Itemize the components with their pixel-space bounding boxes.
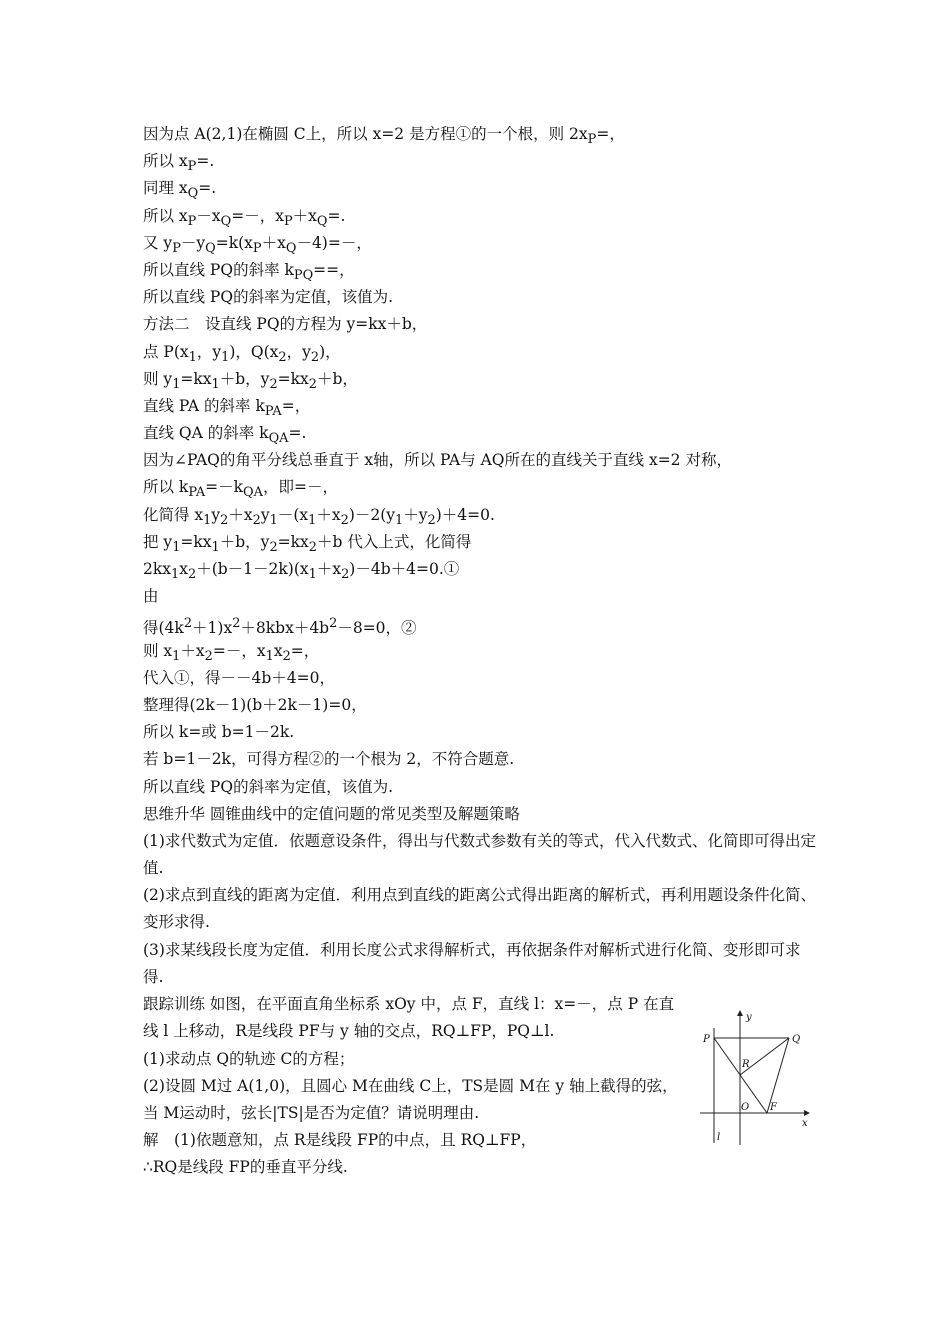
label-o: O bbox=[741, 1102, 750, 1113]
label-l: l bbox=[717, 1132, 721, 1143]
text-line: 方法二 设直线 PQ的方程为 y=kx＋b， bbox=[143, 315, 428, 334]
text-line: 所以直线 PQ的斜率 $k_{PQ}==$， bbox=[143, 260, 355, 284]
text-line: 代入①，得－－4b＋4=0， bbox=[143, 668, 335, 687]
label-f: F bbox=[770, 1102, 777, 1113]
y-axis-arrow bbox=[737, 1010, 743, 1016]
text-line: 则 $x_1+x_2=-$，$x_1x_2=$， bbox=[143, 641, 320, 664]
text-line: 所以 $k_{PA}=-k_{QA}$，即=－， bbox=[143, 478, 338, 501]
label-x: x bbox=[802, 1118, 808, 1129]
coordinate-figure bbox=[700, 1010, 810, 1145]
text-line: 把 $y_1=kx_1+b$，$y_2=kx_2+b$ 代入上式，化简得 bbox=[143, 532, 472, 555]
label-y: y bbox=[746, 1012, 752, 1023]
text-paragraph: (2)求点到直线的距离为定值．利用点到直线的距离公式得出距离的解析式，再利用题设条件化简、变形求得. bbox=[143, 886, 816, 932]
text-line: 所以 $x_P-x_Q=-$，$x_P+x_Q=$. bbox=[143, 206, 346, 229]
text-line: 若 b=1－2k，可得方程②的一个根为 2，不符合题意. bbox=[143, 750, 515, 769]
text-line: 因为点 A(2,1)在椭圆 C上，所以 x=2 是方程①的一个根，则 $2x_P=$， bbox=[143, 125, 625, 148]
text-line: 化简得 $x_1y_2+x_2y_1-(x_1+x_2)-2(y_1+y_2)+4=0$. bbox=[143, 505, 495, 528]
text-line: 得$(4k^2+1)x^2+8kbx+4b^2-8=0$，② bbox=[143, 616, 417, 638]
text-paragraph: (3)求某线段长度为定值．利用长度公式求得解析式，再依据条件对解析式进行化简、变形即可求得. bbox=[143, 940, 801, 986]
solution-line: ∴RQ是线段 FP的垂直平分线. bbox=[143, 1158, 348, 1177]
text-line: 直线 PA 的斜率 $k_{PA}=$， bbox=[143, 396, 311, 419]
solution-line: 解 (1)依题意知，点 R是线段 FP的中点，且 RQ⊥FP， bbox=[143, 1131, 537, 1150]
text-line: 整理得(2k－1)(b＋2k－1)=0， bbox=[143, 695, 367, 714]
text-paragraph: (1)求代数式为定值．依题意设条件，得出与代数式参数有关的等式，代入代数式、化简即可得出定值. bbox=[143, 831, 816, 878]
label-p: P bbox=[703, 1034, 710, 1045]
text-line: 同理 $x_Q=$. bbox=[143, 179, 217, 202]
text-line: 所以直线 PQ的斜率为定值，该值为. bbox=[143, 777, 393, 796]
text-line: 又 $y_P-y_Q=k(x_P+x_Q-4)=-$， bbox=[143, 233, 372, 256]
exercise-part-2: (2)设圆 M过 A(1,0)，且圆心 M在曲线 C上，TS是圆 M在 y 轴上截得的弦，当 M运动时，弦长|TS|是否为定值？请说明理由. bbox=[143, 1076, 678, 1122]
text-line: 点 $P(x_1$，$y_1$)，$Q(x_2$，$y_2$)， bbox=[143, 342, 341, 365]
label-q: Q bbox=[792, 1034, 801, 1045]
text-line: 则 $y_1=kx_1+b$，$y_2=kx_2+b$， bbox=[143, 369, 358, 392]
exercise-part-1: (1)求动点 Q的轨迹 C的方程； bbox=[143, 1049, 355, 1068]
text-line: 由 bbox=[143, 587, 159, 606]
label-r: R bbox=[742, 1059, 750, 1070]
text-line: 所以直线 PQ的斜率为定值，该值为. bbox=[143, 288, 393, 307]
text-line: 因为∠PAQ的角平分线总垂直于 x轴，所以 PA与 AQ所在的直线关于直线 x=2 对称， bbox=[143, 451, 732, 470]
exercise-statement: 跟踪训练 如图，在平面直角坐标系 xOy 中，点 F，直线 l：x=－，点 P 在直线 l 上移动，R是线段 PF与 y 轴的交点，RQ⊥FP，PQ⊥l. bbox=[143, 995, 675, 1041]
x-axis-arrow bbox=[804, 1110, 810, 1116]
section-heading: 思维升华 圆锥曲线中的定值问题的常见类型及解题策略 bbox=[143, 804, 520, 823]
text-line: 所以 k=或 b=1－2k. bbox=[143, 723, 295, 742]
text-line: $2kx_1x_2+(b-1-2k)(x_1+x_2)-4b+4=0.①$ bbox=[143, 560, 460, 583]
text-line: 所以 $x_P=$. bbox=[143, 152, 215, 175]
text-line: 直线 QA 的斜率 $k_{QA}=$. bbox=[143, 424, 307, 447]
